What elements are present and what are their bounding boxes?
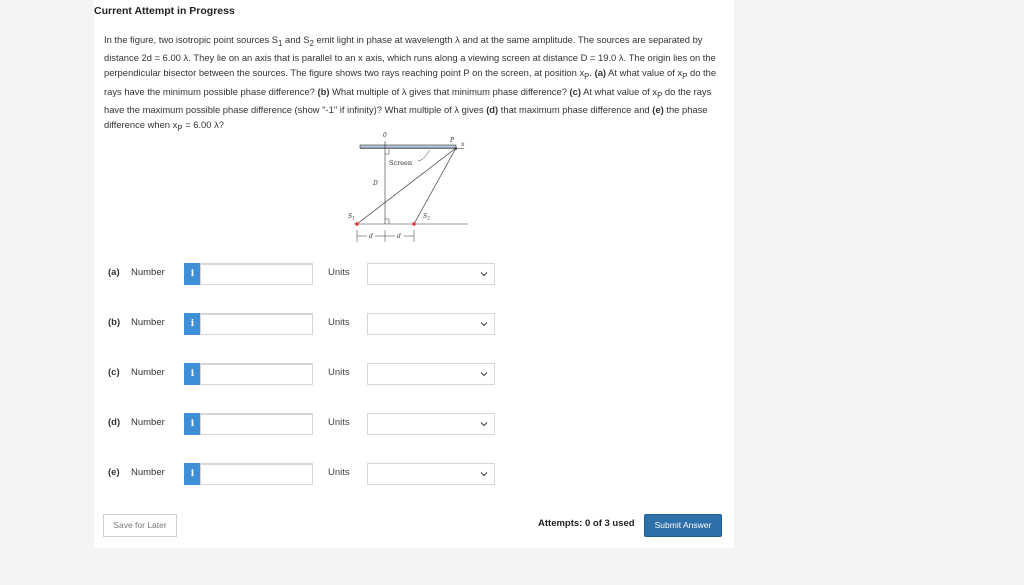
number-input-a[interactable] xyxy=(200,263,313,285)
right-angle-bottom xyxy=(385,219,389,224)
part-label: (a) xyxy=(108,267,120,278)
number-input-e[interactable] xyxy=(200,463,313,485)
chevron-down-icon xyxy=(479,319,489,329)
number-label: Number xyxy=(131,467,165,478)
origin-label: 0 xyxy=(383,132,387,139)
units-select-a[interactable] xyxy=(367,263,495,285)
answer-row-a xyxy=(108,263,508,285)
number-input-c[interactable] xyxy=(200,363,313,385)
units-label: Units xyxy=(328,417,350,428)
ray-s2 xyxy=(414,148,456,224)
info-icon[interactable]: i xyxy=(184,313,201,335)
attempt-heading: Current Attempt in Progress xyxy=(94,5,235,17)
part-label: (b) xyxy=(108,317,121,328)
chevron-down-icon xyxy=(479,269,489,279)
screen-pointer xyxy=(418,150,430,161)
d-label-right: d xyxy=(397,233,401,240)
number-label: Number xyxy=(131,267,165,278)
answer-row-e xyxy=(108,463,508,485)
right-angle-top xyxy=(385,149,389,154)
part-label: (e) xyxy=(108,467,120,478)
p-label: P xyxy=(450,137,455,144)
answer-row-b xyxy=(108,313,508,335)
units-label: Units xyxy=(328,267,350,278)
number-label: Number xyxy=(131,367,165,378)
units-select-d[interactable] xyxy=(367,413,495,435)
number-label: Number xyxy=(131,417,165,428)
units-label: Units xyxy=(328,467,350,478)
units-label: Units xyxy=(328,367,350,378)
answer-row-c xyxy=(108,363,508,385)
info-icon[interactable]: i xyxy=(184,363,201,385)
save-for-later-button[interactable]: Save for Later xyxy=(103,514,177,537)
part-label: (d) xyxy=(108,417,121,428)
diagram-figure xyxy=(346,127,476,247)
problem-statement: In the figure, two isotropic point sources $S_1$ and $S_2$ emit light in phase at wavelength λ and at the same amplitude. The sources are separated by distance 2d = 6.00 λ. They lie on an axis that is parallel to an x axis, which runs along a viewing screen at distance D = 19.0 λ. The origin lies on the perpendicular bisector between the sources. The figure shows two rays reaching point P on the screen, at position $x_P$. (a) At what value of $x_P$ do the rays have the minimum possible phase difference? (b) What multiple of λ gives that minimum phase difference? (c) At what value of $x_P$ do the rays have the maximum possible phase difference (show "-1" if infinity)? What multiple of λ gives (d) that maximum phase difference and (e) the phase difference when $x_P = 6.00$ λ? xyxy=(104,34,717,133)
s1-label: $S_1$ xyxy=(348,213,355,222)
number-input-b[interactable] xyxy=(200,313,313,335)
s2-label: $S_2$ xyxy=(423,213,430,222)
units-select-b[interactable] xyxy=(367,313,495,335)
submit-answer-button[interactable]: Submit Answer xyxy=(644,514,722,537)
info-icon[interactable]: i xyxy=(184,263,201,285)
question-card xyxy=(94,0,734,548)
chevron-down-icon xyxy=(479,469,489,479)
attempts-counter: Attempts: 0 of 3 used xyxy=(538,518,635,529)
units-label: Units xyxy=(328,317,350,328)
screen-label: Screen xyxy=(389,159,413,167)
D-label: D xyxy=(373,180,378,187)
chevron-down-icon xyxy=(479,369,489,379)
point-p-dot xyxy=(455,147,457,149)
number-input-d[interactable] xyxy=(200,413,313,435)
info-icon[interactable]: i xyxy=(184,413,201,435)
x-label: x xyxy=(461,141,465,148)
d-label-left: d xyxy=(369,233,373,240)
units-select-c[interactable] xyxy=(367,363,495,385)
info-icon[interactable]: i xyxy=(184,463,201,485)
source-s1-dot xyxy=(355,222,358,225)
number-label: Number xyxy=(131,317,165,328)
part-label: (c) xyxy=(108,367,120,378)
source-s2-dot xyxy=(412,222,415,225)
chevron-down-icon xyxy=(479,419,489,429)
units-select-e[interactable] xyxy=(367,463,495,485)
answer-row-d xyxy=(108,413,508,435)
screen-bar xyxy=(360,145,456,148)
